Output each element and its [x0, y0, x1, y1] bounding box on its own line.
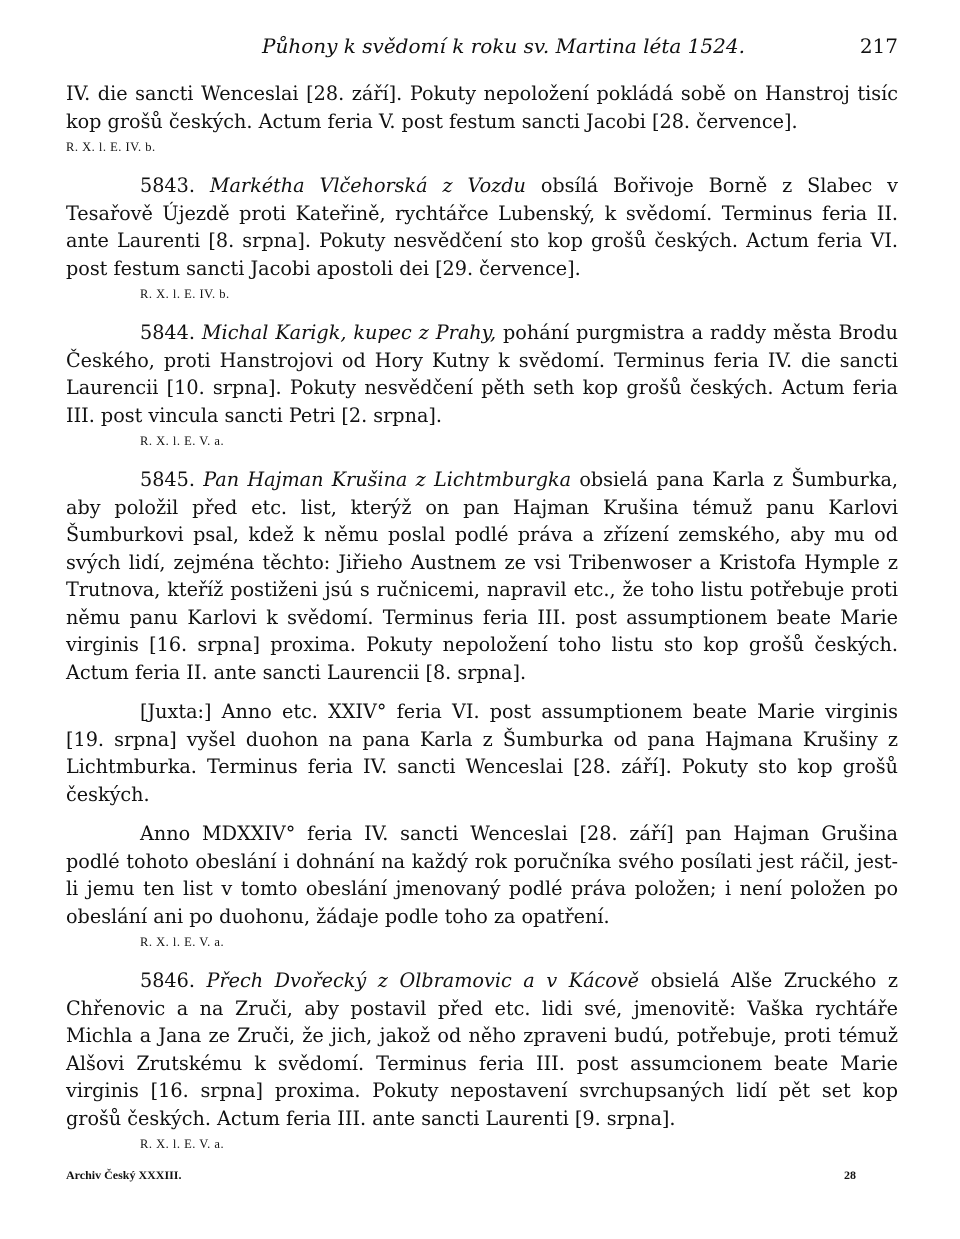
- running-header: [66, 34, 898, 64]
- entry-number: 5843.: [140, 174, 195, 197]
- entry-body: obsílá Bořivoje Borně z Slabec v Tesařově Újezdě proti Kateřině, rychtářce Lubenský, k svědomí. Terminus feria II. ante Laurenti [8. srpna]. Pokuty nesvědčení sto kop grošů českých. Actum feria VI. post festum sancti Jacobi apostoli dei [29. července].: [66, 174, 898, 280]
- entry-number: 5846.: [140, 969, 195, 992]
- entry-number: 5844.: [140, 321, 195, 344]
- entry-body: obsielá Alše Zruckého z Chřenovic a na Zruči, aby postavil před etc. lidi své, jmenovitě: Vaška rychtáře Michla a Jana ze Zruči, že jich, jakož od něho zpraveni budú, potřebuje, proti témuž Alšovi Zrutskému k svědomí. Terminus feria III. post assumcionem beate Marie virginis [16. srpna] proxima. Pokuty nepostavení svrchupsaných lidí pět set kop grošů českých. Actum feria III. ante sancti Laurenti [9. srpna].: [66, 969, 898, 1130]
- entry-text: IV. die sancti Wenceslai [28. září]. Pokuty nepoložení pokládá sobě on Hanstroj tisíc kop grošů českých. Actum feria V. post festum sancti Jacobi [28. července].: [66, 82, 898, 133]
- archive-reference: R. X. l. E. V. a.: [140, 1137, 225, 1151]
- archive-reference: R. X. l. E. IV. b.: [66, 140, 156, 154]
- entry-paragraph: Anno MDXXIV° feria IV. sancti Wenceslai [28. září] pan Hajman Grušina podlé tohoto obeslání i dohnání na každý rok poručníka svého posílati jest ráčil, jest-li jemu ten list v tomto obeslání jmenovaný podlé práva položen; i není položen po obeslání ani po duohonu, žádaje podle toho za opatření.: [66, 822, 898, 928]
- archive-reference: R. X. l. E. IV. b.: [140, 287, 230, 301]
- page: [66, 0, 898, 1239]
- entry-number: 5845.: [140, 468, 195, 491]
- entry-body: pohání purgmistra a raddy města Brodu Českého, proti Hanstrojovi od Hory Kutny k svědomí. Terminus feria IV. die sancti Laurencii [10. srpna]. Pokuty nesvědčení pěth seth kop grošů českých. Actum feria III. post vincula sancti Petri [2. srpna].: [66, 321, 898, 427]
- entry-5843: [66, 172, 898, 305]
- archive-reference: R. X. l. E. V. a.: [140, 434, 225, 448]
- entry-5845: [66, 466, 898, 953]
- entry-party-name: Markétha Vlčehorská z Vozdu: [209, 174, 526, 197]
- entry-text: [66, 466, 898, 686]
- carryover-entry: [66, 80, 898, 158]
- entry-5846: [66, 967, 898, 1155]
- body-text: [66, 80, 898, 1155]
- running-title: Půhony k svědomí k roku sv. Martina léta 1524.: [262, 34, 745, 58]
- entry-paragraph: [Juxta:] Anno etc. XXIV° feria VI. post assumptionem beate Marie virginis [19. srpna] vyšel duohon na pana Karla z Šumburka od pana Hajmana Krušiny z Lichtmburka. Terminus feria IV. sancti Wenceslai [28. září]. Pokuty sto kop grošů českých.: [66, 700, 898, 806]
- entry-text: [66, 967, 898, 1132]
- entry-party-name: Pan Hajman Krušina z Lichtmburgka: [203, 468, 572, 491]
- entry-text: [66, 319, 898, 429]
- page-number: 217: [859, 34, 898, 58]
- entry-party-name: Přech Dvořecký z Olbramovic a v Kácově: [206, 969, 640, 992]
- footer-signature: 28: [844, 1168, 856, 1182]
- entry-party-name: Michal Karigk, kupec z Prahy,: [201, 321, 497, 344]
- entry-5844: [66, 319, 898, 452]
- entry-body: obsielá pana Karla z Šumburka, aby položil před etc. list, kterýž on pan Hajman Krušina témuž panu Karlovi Šumburkovi psal, kdež k němu poslal podlé práva a zřízení zemského, aby mu od svých lidí, zejména těchto: Jiřieho Austnem ze vsi Tribenwoser a Kristofa Hymple z Trutnova, kteříž postiženi jsú s ručnicemi, napravil etc., že toho listu potřebuje proti němu panu Karlovi k svědomí. Terminus feria III. post assumptionem beate Marie virginis [16. srpna] proxima. Pokuty nepoložení toho listu sto kop grošů českých. Actum feria II. ante sancti Laurencii [8. srpna].: [66, 468, 898, 684]
- entry-text: [66, 172, 898, 282]
- archive-reference: R. X. l. E. V. a.: [140, 935, 225, 949]
- footer-volume: Archiv Český XXXIII.: [66, 1168, 182, 1182]
